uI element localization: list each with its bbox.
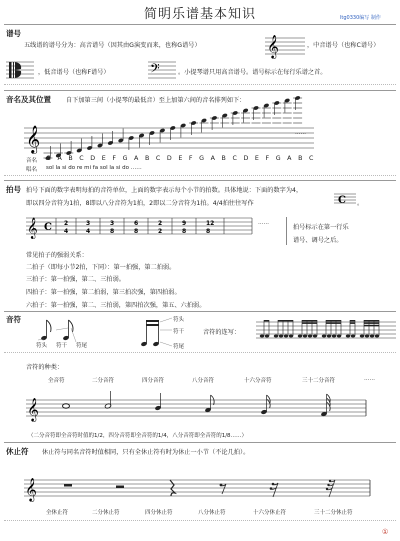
rest-intro: 休止符与同名音符时值相同，只有全休止符有时为休止一小节（不论几拍）。 [42,449,250,456]
svg-text:4: 4 [64,228,69,235]
beam-flag-label: 符尾 [173,344,185,350]
meter-note-a: 拍号标示在第一行乐 [293,224,349,231]
beamed-note [308,335,312,338]
divider [286,217,287,245]
solfege-names: sol la si do re mi fa sol la si do …… [46,165,142,171]
clef-text-2a: ，低音谱号（也称F谱号） [38,69,110,76]
beamed-note [375,335,379,338]
beam-stem-label: 符干 [173,329,185,335]
svg-text:12: 12 [206,220,215,227]
header-rule [4,24,396,25]
beamed-note [351,335,355,338]
svg-text:6: 6 [134,220,139,227]
beat-item: 六拍子：第一拍强，第二、三拍弱，第四拍次强，第五、六拍弱。 [26,302,206,309]
beamed-note [327,335,331,338]
divider [4,84,396,85]
bass-clef-icon [148,60,176,80]
pitch-intro: 自下加第三间（小提琴的最低音）至上加第六间的音名排列如下： [66,97,246,104]
rest-heading: 休止符 [6,447,29,456]
rest-type-label: 四分休止符 [145,510,173,516]
rest-type-label: 全休止符 [46,510,69,516]
beamed-note [260,335,264,338]
beamed-note [279,335,283,338]
page-title: 简明乐谱基本知识 [143,7,256,22]
svg-text:2: 2 [158,228,163,235]
alto-clef-icon [6,60,34,80]
note-heading: 音符 [6,315,21,324]
note-type-label: 全音符 [48,378,65,384]
section-rule [4,311,396,312]
beamed-note [337,335,341,338]
svg-text:8: 8 [182,228,187,235]
meter-text-1: 拍号下面的数字表明每拍的音符单位，上面的数字表示每个小节的拍数。具体地说：下面的数字为4， [26,187,303,194]
beamed-notes-figure [140,316,200,350]
svg-text:8: 8 [110,228,115,235]
note-footnote: （二分音符即全音符时值的1/2，四分音符即全音符的1/4，八分音符即全音符的1/8……） [28,433,248,439]
note-types-staff [26,386,386,426]
divider [4,520,396,521]
treble-clef-icon: 𝄞 [26,125,41,153]
svg-text:8: 8 [134,228,139,235]
clef-text-1a: 五线谱的谱号分为：高音谱号（因其由G演变而来，也称G谱号） [24,42,201,49]
svg-text:3: 3 [86,220,91,227]
author-credit: ltg0330编写 制作 [340,15,381,21]
svg-text:𝄞: 𝄞 [267,34,279,58]
note-anatomy-figure [30,316,110,344]
svg-text:2: 2 [158,220,163,227]
beamed-note [303,335,307,338]
meter-text-2: 即以四分音符为1拍，8即以八分音符为1拍，2即以二分音符为1拍。4/4拍往往写作 [26,200,254,207]
beamed-note [274,335,278,338]
svg-text:2: 2 [64,220,69,227]
svg-text:4: 4 [86,228,91,235]
beamed-note [289,335,293,338]
note-type-label: 四分音符 [142,378,165,384]
note-types-ellipsis: …… [364,376,375,382]
svg-text:C: C [338,195,346,206]
svg-text:8: 8 [206,228,211,235]
beamed-note [346,335,350,338]
svg-text:𝄢: 𝄢 [150,61,160,79]
beamed-note [332,335,336,338]
rest-types-staff [24,468,384,508]
period: 。 [357,200,364,207]
pitch-heading: 音名及其位置 [6,95,51,104]
note-names-label: 音名 [26,158,38,164]
beamed-note [370,335,374,338]
note-flag-label: 符尾 [76,343,88,349]
pitch-ellipsis: …… [295,130,306,136]
divider [4,175,396,176]
rest-type-label: 八分休止符 [198,510,226,516]
solfege-label: 唱名 [26,167,38,173]
beamed-note [360,335,364,338]
svg-text:9: 9 [182,220,187,227]
beamed-groups-figure [256,318,396,346]
svg-text:𝄞: 𝄞 [27,397,39,421]
beat-item: 三拍子：第一拍强，第二、三拍弱。 [26,276,125,283]
section-rule [4,90,396,91]
pitch-staff [24,110,324,158]
svg-text:C: C [44,222,52,233]
rest-type-label: 三十二分休止符 [314,510,353,516]
page-number: ① [382,528,389,536]
note-type-label: 三十二分音符 [302,378,336,384]
beat-item: 二拍子（即每小节2拍，下同）：第一拍强，第二拍弱。 [26,264,176,271]
note-types-title: 音符的种类： [26,364,64,371]
divider [4,352,396,353]
clef-text-2b: 。小提琴谱只用高音谱号。谱号标示在每行乐谱之首。 [178,69,327,76]
note-type-label: 二分音符 [92,378,115,384]
clef-heading: 谱号 [6,29,21,38]
beam-head-label: 符头 [173,317,185,323]
meter-ellipsis: …… [258,220,269,226]
note-names: G A B C D E F G A B C D E F G A B C D E F G A B C [46,155,316,162]
beamed-note [265,335,269,338]
beamed-note [322,335,326,338]
beamed-note [365,335,369,338]
beamed-note [284,335,288,338]
rest-type-label: 二分休止符 [92,510,120,516]
common-time-icon [334,192,356,206]
section-rule [4,442,396,443]
note-writing-label: 音符的连写： [203,329,241,336]
beamed-note [298,335,302,338]
svg-text:𝄞: 𝄞 [25,477,37,501]
treble-clef-icon [265,34,305,56]
svg-text:𝄞: 𝄞 [27,218,38,239]
svg-text:3: 3 [110,220,115,227]
beat-item: 四拍子：第一拍强，第二拍弱，第三拍次强，第四拍弱。 [26,289,181,296]
meter-note-b: 谱号、调号之后。 [293,237,343,244]
note-stem-label: 符干 [56,343,68,349]
rest-type-label: 十六分休止符 [253,510,287,516]
beamed-note [313,335,317,338]
beats-list-title: 常见拍子的强弱关系： [26,252,88,259]
section-rule [4,180,396,181]
note-type-label: 十六分音符 [244,378,272,384]
note-head-label: 符头 [36,343,48,349]
clef-text-1b: ，中音谱号（也称C谱号） [307,42,380,49]
meter-heading: 拍号 [6,185,21,194]
meter-staff [26,212,256,242]
note-type-label: 八分音符 [192,378,215,384]
